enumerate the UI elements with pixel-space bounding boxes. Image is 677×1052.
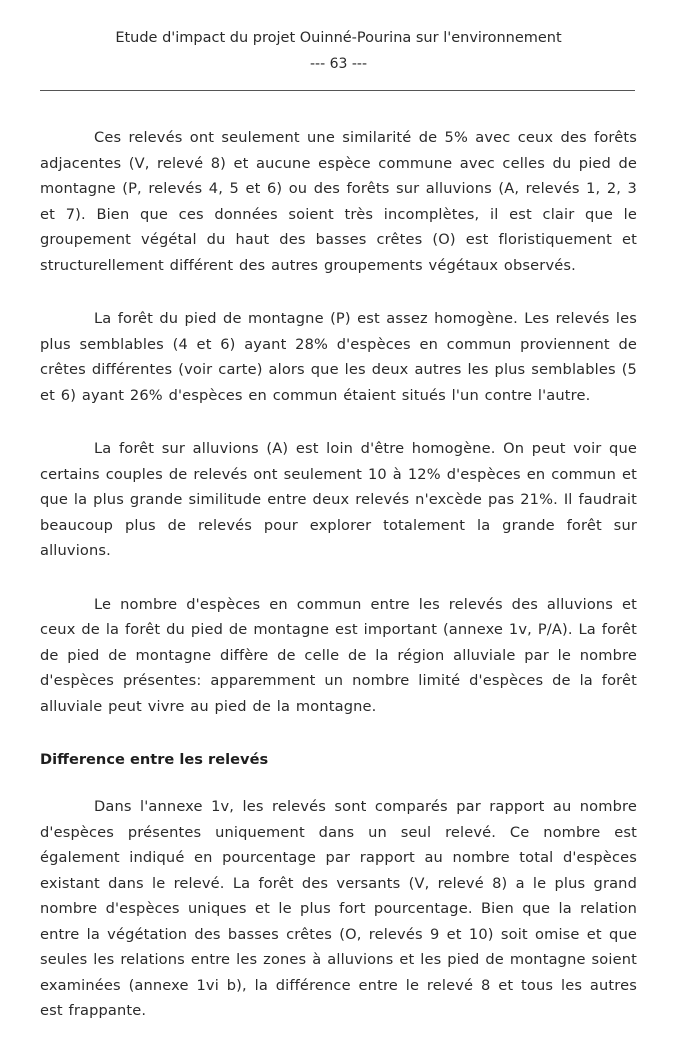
body-text [40,125,637,1052]
paragraph-alluvions: La forêt sur alluvions (A) est loin d'être homogène. On peut voir que certains couples de relevés ont seulement 10 à 12% d'espèces en commun et que la plus grande similitude entre deux relevés n'excède pas 21%. Il faudrait beaucoup plus de relevés pour explorer totalement la grande forêt sur alluvions. [40,440,637,559]
header-rule [40,90,635,91]
paragraph-similarity-o: Ces relevés ont seulement une similarité de 5% avec ceux des forêts adjacentes (V, relevé 8) et aucune espèce commune avec celles du pied de montagne (P, relevés 4, 5 et 6) ou des forêts sur alluvions (A, relevés 1, 2, 3 et 7). Bien que ces données soient très incomplètes, il est clair que le groupement végétal du haut des basses crêtes (O) est floristiquement et structurellement différent des autres groupements végétaux observés. [40,129,637,274]
section-heading: Difference entre les relevés [40,751,269,768]
running-title: Etude d'impact du projet Ouinné-Pourina sur l'environnement [115,30,562,46]
paragraph-pied-de-montagne: La forêt du pied de montagne (P) est assez homogène. Les relevés les plus semblables (4 et 6) ayant 28% d'espèces en commun proviennent de crêtes différentes (voir carte) alors que les deux autres les plus semblables (5 et 6) ayant 26% d'espèces en commun étaient situés l'un contre l'autre. [40,310,637,404]
paragraph-especes-communes: Le nombre d'espèces en commun entre les relevés des alluvions et ceux de la forêt du pied de montagne est important (annexe 1v, P/A). La forêt de pied de montagne diffère de celle de la région alluviale par le nombre d'espèces présentes: apparemment un nombre limité d'espèces de la forêt alluviale peut vivre au pied de la montagne. [40,595,637,715]
page-number: --- 63 --- [309,56,368,72]
paragraph-difference: Dans l'annexe 1v, les relevés sont comparés par rapport au nombre d'espèces présentes uniquement dans un seul relevé. Ce nombre est également indiqué en pourcentage par rapport au nombre total d'espèces existant dans le relevé. La forêt des versants (V, relevé 8) a le plus grand nombre d'espèces uniques et le plus fort pourcentage. Bien que la relation entre la végétation des basses crêtes (O, relevés 9 et 10) soit omise et que seules les relations entre les zones à alluvions et les pied de montagne soient examinées (annexe 1vi b), la différence entre le relevé 8 et tous les autres est frappante. [40,798,637,1019]
